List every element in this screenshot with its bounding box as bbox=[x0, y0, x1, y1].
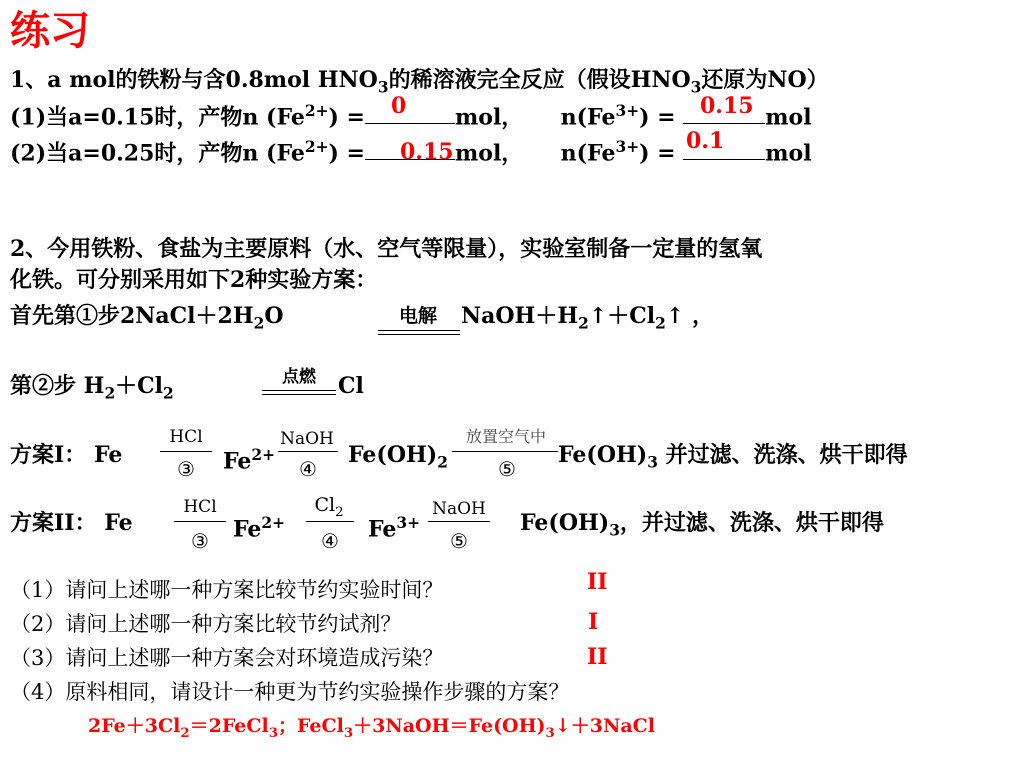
plan1-arrow-5 bbox=[452, 451, 558, 452]
plan1-fe2: $Fe^{2+}$ bbox=[223, 446, 276, 475]
plan1-arrow-3 bbox=[160, 451, 212, 452]
question-3-answer: II bbox=[587, 644, 608, 670]
plan2-arrow-5 bbox=[428, 521, 490, 522]
step1-reactants: 首先第①步$2NaCl+2H_2O$ bbox=[10, 303, 284, 333]
final-equation: $2Fe+3Cl_2=2FeCl_3$；$FeCl_3+3NaOH=Fe(OH)_3↓+3NaCl$ bbox=[88, 715, 655, 741]
ignition-condition: 点燃 bbox=[282, 367, 316, 387]
step1-products: $NaOH+H_2↑+Cl_2↑$ ， bbox=[461, 303, 714, 333]
plan1-step5: ⑤ bbox=[498, 457, 516, 481]
question-3: （3）请问上述哪一种方案会对环境造成污染？ bbox=[10, 646, 444, 670]
plan2-step5: ⑤ bbox=[450, 529, 468, 553]
step2-double-line bbox=[262, 390, 336, 395]
plan1-step3: ③ bbox=[177, 457, 195, 481]
plan2-step3: ③ bbox=[191, 529, 209, 553]
step1-double-line bbox=[378, 330, 460, 335]
step2-reactants: 第②步 $H_2+Cl_2$ bbox=[10, 373, 174, 403]
q1-line1: (1)当a=0.15时，产物n $(Fe^{2+})$ = mol， $n(Fe^{3+})$ = mol bbox=[10, 102, 812, 131]
question-1: （1）请问上述哪一种方案比较节约实验时间？ bbox=[10, 578, 444, 602]
plan1-label: 方案I： Fe bbox=[10, 442, 123, 468]
plan2-fe3: $Fe^{3+}$ bbox=[368, 514, 421, 543]
answer-a1-fe3: 0.15 bbox=[700, 93, 754, 119]
plan2-step4: ④ bbox=[321, 529, 339, 553]
plan1-step4: ④ bbox=[299, 457, 317, 481]
plan2-product: $Fe(OH)_3$，并过滤、洗涤、烘干即得 bbox=[520, 510, 884, 540]
question-2-answer: I bbox=[588, 609, 599, 635]
plan1-feoh2: $Fe(OH)_2$ bbox=[348, 442, 448, 472]
page-title: 练习 bbox=[10, 7, 90, 54]
plan2-hcl: HCl bbox=[183, 497, 217, 517]
plan1-product: $Fe(OH)_3$ 并过滤、洗涤、烘干即得 bbox=[558, 442, 908, 472]
electrolysis-condition: 电解 bbox=[399, 305, 438, 327]
plan2-cl2: $Cl_2$ bbox=[314, 494, 344, 520]
plan2-arrow-3 bbox=[174, 521, 226, 522]
q1-stem: 1、a mol的铁粉与含0.8mol $HNO_3$的稀溶液完全反应（假设$HNO_3$还原为NO） bbox=[10, 67, 829, 97]
q2-stem-line2: 化铁。可分别采用如下2种实验方案： bbox=[10, 267, 378, 293]
question-4: （4）原料相同，请设计一种更为节约实验操作步骤的方案？ bbox=[10, 680, 570, 704]
plan1-air-condition: 放置空气中 bbox=[465, 427, 546, 446]
plan1-hcl: HCl bbox=[169, 427, 203, 447]
answer-a2-fe3: 0.1 bbox=[686, 128, 725, 154]
plan1-naoh: NaOH bbox=[280, 429, 334, 449]
answer-a1-fe2: 0 bbox=[391, 93, 407, 119]
plan1-arrow-4 bbox=[278, 451, 338, 452]
question-2: （2）请问上述哪一种方案比较节约试剂？ bbox=[10, 612, 402, 636]
plan2-arrow-4 bbox=[306, 521, 354, 522]
step2-product: Cl bbox=[338, 373, 364, 399]
answer-a2-fe2: 0.15 bbox=[400, 139, 454, 165]
q1-line2: (2)当a=0.25时，产物n $(Fe^{2+})$ = mol， $n(Fe^{3+})$ = mol bbox=[10, 138, 812, 167]
q2-stem-line1: 2、今用铁粉、食盐为主要原料（水、空气等限量），实验室制备一定量的氢氧 bbox=[10, 236, 763, 262]
question-1-answer: II bbox=[587, 569, 608, 595]
answer-blank[interactable] bbox=[365, 103, 455, 124]
plan2-label: 方案II： Fe bbox=[10, 510, 133, 536]
plan2-naoh: NaOH bbox=[432, 499, 486, 519]
plan2-fe2: $Fe^{2+}$ bbox=[233, 514, 286, 543]
